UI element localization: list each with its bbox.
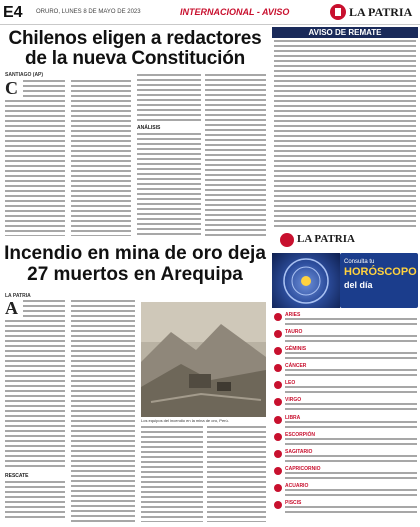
zodiac-wheel-icon xyxy=(272,253,340,308)
horoscope-banner xyxy=(340,253,418,308)
sidebar-logo xyxy=(280,232,400,248)
zodiac-libra-icon xyxy=(274,416,282,424)
list-item: ARIES xyxy=(274,312,418,329)
article1-dateline: SANTIAGO (AP) xyxy=(5,72,44,78)
list-item: CÁNCER xyxy=(274,363,418,380)
zodiac-virgo-icon xyxy=(274,398,282,406)
list-item: CAPRICORNIO xyxy=(274,466,418,483)
zodiac-taurus-icon xyxy=(274,330,282,338)
article1-column-2 xyxy=(71,80,131,236)
article1-column-1 xyxy=(5,80,65,236)
section-label: INTERNACIONAL - AVISO xyxy=(180,7,290,17)
sidebar-logo-text: LA PATRIA xyxy=(297,233,355,245)
zodiac-leo-icon xyxy=(274,381,282,389)
zodiac-scorpio-icon xyxy=(274,433,282,441)
list-item: SAGITARIO xyxy=(274,449,418,466)
article2-dateline: LA PATRIA xyxy=(5,293,31,299)
header-logo xyxy=(330,3,418,21)
article2-headline: Incendio en mina de oro deja 27 muertos en Arequipa xyxy=(4,243,266,285)
article2-column-1 xyxy=(5,300,65,522)
logo-mark-icon xyxy=(280,233,294,247)
zodiac-cancer-icon xyxy=(274,364,282,372)
drop-cap: C xyxy=(5,80,18,98)
zodiac-pisces-icon xyxy=(274,501,282,509)
page-number: E4 xyxy=(3,4,23,21)
zodiac-capricorn-icon xyxy=(274,467,282,475)
article2-column-4 xyxy=(207,426,266,522)
article1-subhead: ANÁLISIS xyxy=(137,125,161,131)
article2-column-3 xyxy=(141,426,203,522)
horoscope-top: Consulta tu xyxy=(344,259,375,265)
list-item: PISCIS xyxy=(274,500,418,517)
aviso-title: AVISO DE REMATE xyxy=(272,27,418,38)
logo-text: LA PATRIA xyxy=(349,5,413,19)
aviso-body xyxy=(274,40,416,228)
zodiac-aquarius-icon xyxy=(274,484,282,492)
article2-column-2 xyxy=(71,300,135,522)
article1-column-4 xyxy=(205,74,266,236)
article1-headline: Chilenos eligen a redactores de la nueva Constitución xyxy=(8,28,262,69)
horoscope-list xyxy=(274,312,418,517)
photo-caption: Los equipos del incendio en la mina de oro, Perú. xyxy=(141,418,229,423)
drop-cap: A xyxy=(5,300,18,318)
mine-photo-image xyxy=(141,302,266,417)
zodiac-gemini-icon xyxy=(274,347,282,355)
horoscope-image xyxy=(272,253,340,308)
horoscope-sub: del día xyxy=(344,280,373,290)
list-item: GÉMINIS xyxy=(274,346,418,363)
list-item: ACUARIO xyxy=(274,483,418,500)
article2-subhead: RESCATE xyxy=(5,473,29,479)
horoscope-main: HORÓSCOPO xyxy=(344,266,417,278)
header-dateline: ORURO, LUNES 8 DE MAYO DE 2023 xyxy=(36,9,141,15)
list-item: ESCORPIÓN xyxy=(274,432,418,449)
list-item: VIRGO xyxy=(274,397,418,414)
zodiac-aries-icon xyxy=(274,313,282,321)
logo-mark-icon xyxy=(330,4,346,20)
list-item: LEO xyxy=(274,380,418,397)
list-item: TAURO xyxy=(274,329,418,346)
zodiac-sagittarius-icon xyxy=(274,450,282,458)
mine-photo xyxy=(141,302,266,417)
article1-column-3 xyxy=(137,74,201,236)
list-item: LIBRA xyxy=(274,415,418,432)
